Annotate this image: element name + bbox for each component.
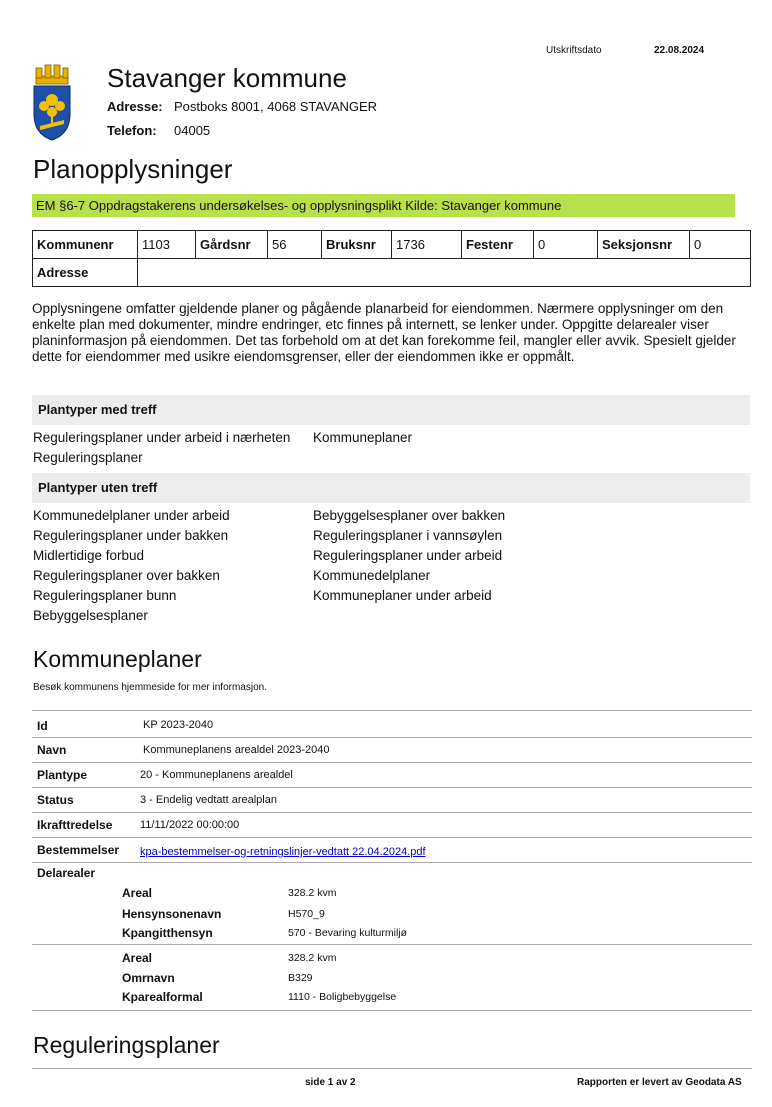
kommuneplaner-heading: Kommuneplaner	[33, 646, 202, 672]
plantype-label: Plantype	[37, 768, 88, 782]
print-date-value: 22.08.2024	[654, 45, 705, 56]
bruksnr-label: Bruksnr	[322, 231, 392, 259]
footer-divider	[32, 1068, 752, 1069]
without-hits-item: Bebyggelsesplaner	[33, 608, 148, 623]
navn-label: Navn	[37, 743, 67, 757]
bestemmelser-link[interactable]: kpa-bestemmelser-og-retningslinjer-vedtatt 22.04.2024.pdf	[140, 846, 426, 858]
without-hits-item: Midlertidige forbud	[33, 548, 145, 563]
delareal-label: Kpangitthensyn	[122, 926, 213, 940]
page-number: side 1 av 2	[305, 1077, 356, 1088]
delareal-label: Kparealformal	[122, 990, 203, 1004]
delareal-value: 1110 - Boligbebyggelse	[288, 991, 397, 1003]
phone-value: 04005	[174, 123, 211, 138]
delareal-value: 328.2 kvm	[288, 952, 337, 964]
id-label: Id	[37, 719, 48, 733]
property-table	[32, 230, 751, 287]
page-title: Planopplysninger	[33, 154, 233, 184]
municipality-name: Stavanger kommune	[107, 63, 347, 93]
address-label: Adresse:	[107, 99, 163, 114]
bruksnr-value: 1736	[392, 231, 462, 259]
with-hits-item: Reguleringsplaner under arbeid i nærheten	[33, 430, 291, 445]
divider	[32, 710, 752, 711]
without-hits-item: Reguleringsplaner under arbeid	[313, 548, 503, 563]
without-hits-item: Kommunedelplaner under arbeid	[33, 508, 230, 523]
gardsnr-value: 56	[268, 231, 322, 259]
without-hits-item: Kommunedelplaner	[313, 568, 431, 583]
adresse-value	[138, 259, 751, 287]
delareal-value: H570_9	[288, 908, 325, 920]
visit-homepage-note: Besøk kommunens hjemmeside for mer informasjon.	[33, 682, 267, 693]
delareal-label: Areal	[122, 951, 153, 965]
festenr-value: 0	[534, 231, 598, 259]
reguleringsplaner-heading: Reguleringsplaner	[33, 1032, 220, 1058]
address-value: Postboks 8001, 4068 STAVANGER	[174, 99, 378, 114]
coat-of-arms-logo	[30, 62, 74, 142]
divider	[32, 812, 752, 813]
without-hits-item: Reguleringsplaner bunn	[33, 588, 177, 603]
delareal-label: Hensynsonenavn	[122, 907, 222, 921]
with-hits-item: Kommuneplaner	[313, 430, 413, 445]
divider	[32, 1010, 752, 1011]
divider	[32, 787, 752, 788]
status-label: Status	[37, 793, 74, 807]
property-row	[33, 231, 751, 259]
delareal-label: Omrnavn	[122, 971, 175, 985]
bestemmelser-label: Bestemmelser	[37, 843, 120, 857]
without-hits-item: Reguleringsplaner over bakken	[33, 568, 220, 583]
delareal-value: B329	[288, 972, 313, 984]
report-provider: Rapporten er levert av Geodata AS	[577, 1077, 742, 1088]
seksjonsnr-label: Seksjonsnr	[598, 231, 690, 259]
delareal-value: 570 - Bevaring kulturmiljø	[288, 927, 408, 939]
address-row	[33, 259, 751, 287]
with-hits-header: Plantyper med treff	[32, 395, 750, 425]
gardsnr-label: Gårdsnr	[196, 231, 268, 259]
delareal-label: Areal	[122, 886, 153, 900]
without-hits-header: Plantyper uten treff	[32, 473, 750, 503]
divider	[32, 762, 752, 763]
without-hits-item: Kommuneplaner under arbeid	[313, 588, 492, 603]
phone-label: Telefon:	[107, 123, 157, 138]
divider	[32, 862, 752, 863]
kommunenr-label: Kommunenr	[33, 231, 138, 259]
status-value: 3 - Endelig vedtatt arealplan	[140, 794, 277, 806]
without-hits-item: Reguleringsplaner i vannsøylen	[313, 528, 503, 543]
divider	[32, 944, 752, 945]
seksjonsnr-value: 0	[690, 231, 751, 259]
intro-text: Opplysningene omfatter gjeldende planer og pågående planarbeid for eiendommen. Nærmere opplysninger om den enkelte plan med dokumenter, mindre endringer, etc finnes på internett, se lenker under. Oppgitte delarealer viser planinformasjon på eiendommen. Det tas forbehold om at det kan forekomme feil, mangler eller avvik. Spesielt gjelder dette for eiendommer med usikre eiendomsgrenser, eller der eiendommen ikke er oppmålt.	[32, 301, 736, 364]
source-banner: EM §6-7 Oppdragstakerens undersøkelses- og opplysningsplikt Kilde: Stavanger kommune	[32, 194, 735, 217]
delareal-value: 328.2 kvm	[288, 887, 337, 899]
with-hits-item: Reguleringsplaner	[33, 450, 143, 465]
divider	[32, 837, 752, 838]
without-hits-item: Reguleringsplaner under bakken	[33, 528, 229, 543]
ikrafttredelse-value: 11/11/2022 00:00:00	[140, 819, 240, 831]
festenr-label: Festenr	[462, 231, 534, 259]
delarealer-label: Delarealer	[37, 866, 96, 880]
ikrafttredelse-label: Ikrafttredelse	[37, 818, 113, 832]
without-hits-item: Bebyggelsesplaner over bakken	[313, 508, 506, 523]
plantype-value: 20 - Kommuneplanens arealdel	[140, 769, 293, 781]
navn-value: Kommuneplanens arealdel 2023-2040	[143, 744, 330, 756]
id-value: KP 2023-2040	[143, 719, 214, 731]
print-date-label: Utskriftsdato	[546, 45, 602, 56]
kommunenr-value: 1103	[138, 231, 196, 259]
adresse-label: Adresse	[33, 259, 138, 287]
divider	[32, 737, 752, 738]
